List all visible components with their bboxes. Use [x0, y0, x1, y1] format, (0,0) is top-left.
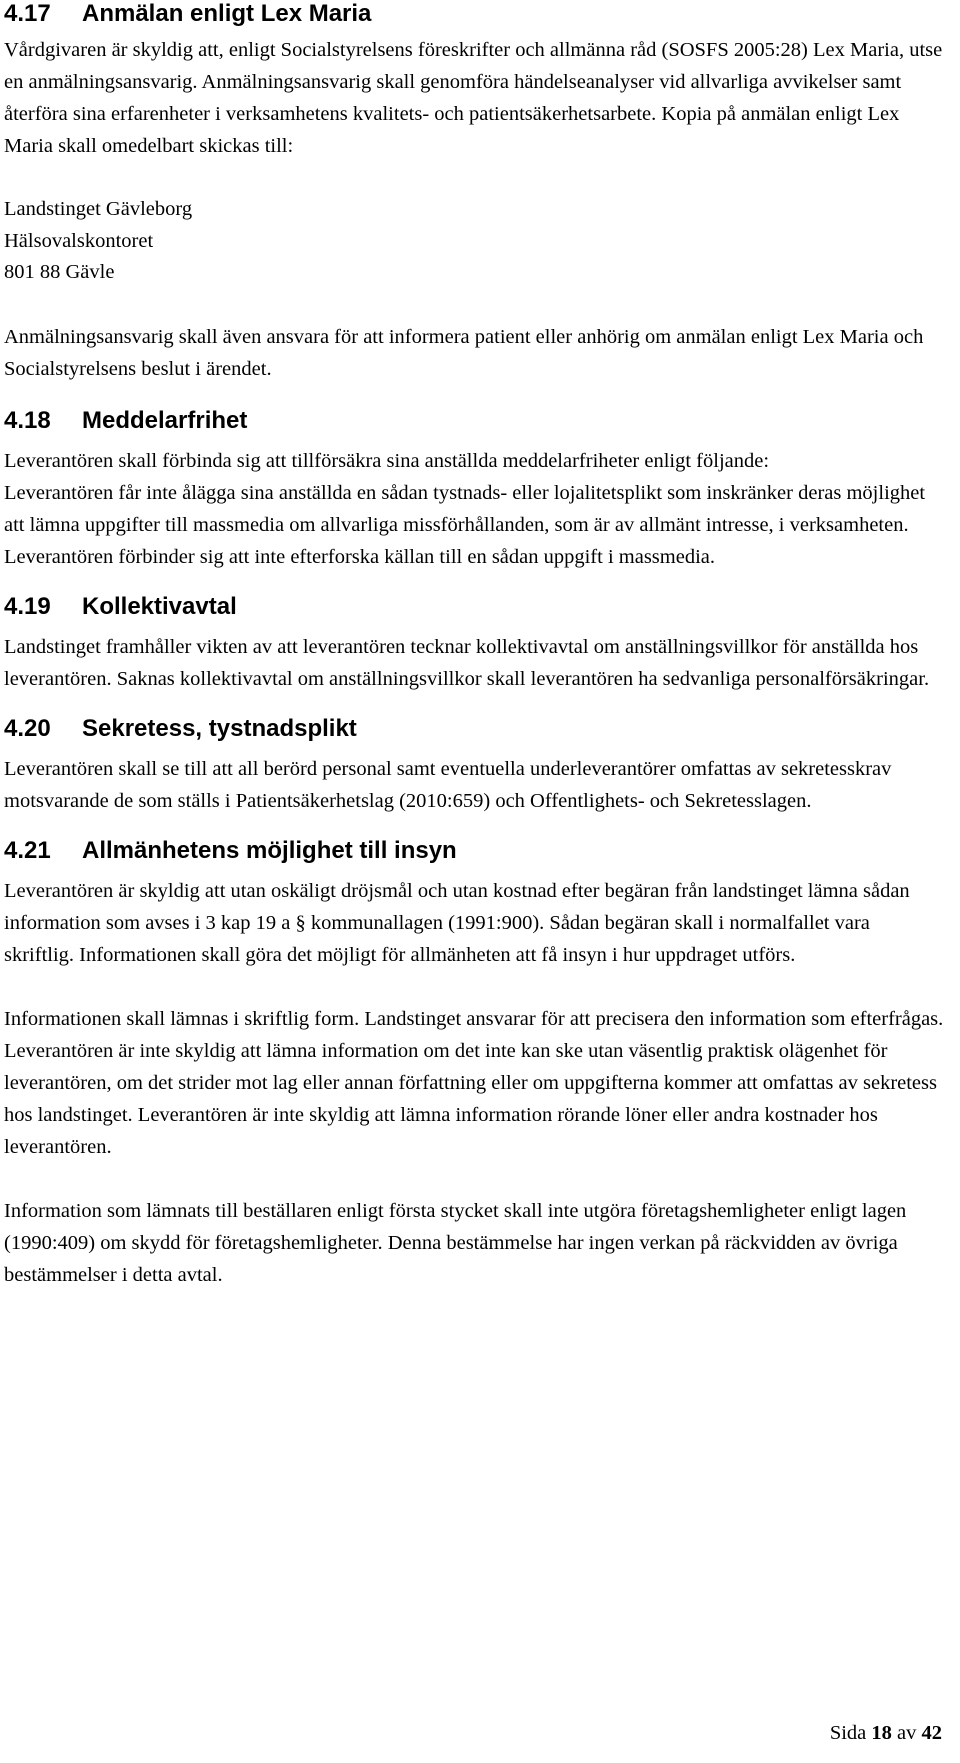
section-number: 4.20 — [4, 714, 51, 742]
section-heading — [4, 715, 944, 743]
footer-prefix: Sida — [829, 1722, 867, 1744]
section-title: Meddelarfrihet — [82, 406, 248, 434]
section-title: Anmälan enligt Lex Maria — [82, 0, 372, 27]
total-pages-number: 42 — [921, 1722, 942, 1744]
section-4-21 — [4, 837, 944, 1291]
section-number: 4.19 — [4, 592, 51, 620]
paragraph: Leverantören skall förbinda sig att tillförsäkra sina anställda meddelarfriheter enligt följande: — [4, 449, 770, 472]
section-title: Kollektivavtal — [82, 592, 237, 620]
section-4-17 — [4, 0, 944, 385]
section-number: 4.21 — [4, 836, 51, 864]
paragraph: Vårdgivaren är skyldig att, enligt Socialstyrelsens föreskrifter och allmänna råd (SOSFS 2005:28) Lex Maria, utse en anmälningsansvarig. Anmälningsansvarig skall genomföra händelseanalyser vid allvarliga avvikelser samt återföra sina erfarenheter i verksamhetens kvalitets- och patientsäkerhetsarbete. Kopia på anmälan enligt Lex Maria skall omedelbart skickas till: — [4, 39, 943, 157]
section-4-20 — [4, 715, 944, 817]
paragraph: Leverantören får inte ålägga sina anställda en sådan tystnads- eller lojalitetsplikt som inskränker deras möjlighet att lämna uppgifter till massmedia om allvarliga missförhållanden, som är av allmänt intresse, i verksamheten. Leverantören förbinder sig att inte efterforska källan till en sådan uppgift i massmedia. — [4, 481, 926, 568]
document-body — [4, 0, 944, 1291]
section-4-18 — [4, 407, 944, 573]
section-heading — [4, 407, 944, 435]
section-title: Sekretess, tystnadsplikt — [82, 714, 357, 742]
paragraph: Landstinget framhåller vikten av att leverantören tecknar kollektivavtal om anställningsvillkor för anställda hos leverantören. Saknas kollektivavtal om anställningsvillkor skall leverantören ha sedvanliga personalförsäkringar. — [4, 635, 930, 690]
section-4-19 — [4, 593, 944, 695]
paragraph: Information som lämnats till beställaren enligt första stycket skall inte utgöra företagshemligheter enligt lagen (1990:409) om skydd för företagshemligheter. Denna bestämmelse har ingen verkan på räckvidden av övriga bestämmelser i detta avtal. — [4, 1199, 907, 1286]
paragraph: Leverantören skall se till att all berörd personal samt eventuella underleverantörer omfattas av sekretesskrav motsvarande de som ställs i Patientsäkerhetslag (2010:659) och Offentlighets- och Sekretesslagen. — [4, 757, 892, 812]
section-heading — [4, 593, 944, 621]
address-block — [4, 194, 944, 289]
section-heading — [4, 837, 944, 865]
paragraph: Informationen skall lämnas i skriftlig form. Landstinget ansvarar för att precisera den information som efterfrågas. Leverantören är inte skyldig att lämna information om det inte kan ske utan väsentlig praktisk olägenhet för leverantören, om det strider mot lag eller annan författning eller om uppgifterna kommer att omfattas av sekretess hos landstinget. Leverantören är inte skyldig att lämna information rörande löner eller andra kostnader hos leverantören. — [4, 1007, 944, 1158]
address-line: 801 88 Gävle — [4, 261, 115, 283]
section-heading — [4, 0, 944, 28]
page-number-footer — [830, 1722, 942, 1745]
address-line: Landstinget Gävleborg — [4, 198, 193, 220]
paragraph: Anmälningsansvarig skall även ansvara för att informera patient eller anhörig om anmälan enligt Lex Maria och Socialstyrelsens beslut i ärendet. — [4, 325, 924, 380]
address-line: Hälsovalskontoret — [4, 229, 154, 252]
footer-separator: av — [897, 1722, 917, 1744]
paragraph: Leverantören är skyldig att utan oskäligt dröjsmål och utan kostnad efter begäran från landstinget lämna sådan information som avses i 3 kap 19 a § kommunallagen (1991:900). Sådan begäran skall i normalfallet vara skriftlig. Informationen skall göra det möjligt för allmänheten att få insyn i hur uppdraget utförs. — [4, 879, 910, 966]
section-title: Allmänhetens möjlighet till insyn — [82, 836, 457, 864]
section-number: 4.17 — [4, 0, 51, 27]
section-number: 4.18 — [4, 406, 51, 434]
current-page-number: 18 — [871, 1722, 892, 1744]
